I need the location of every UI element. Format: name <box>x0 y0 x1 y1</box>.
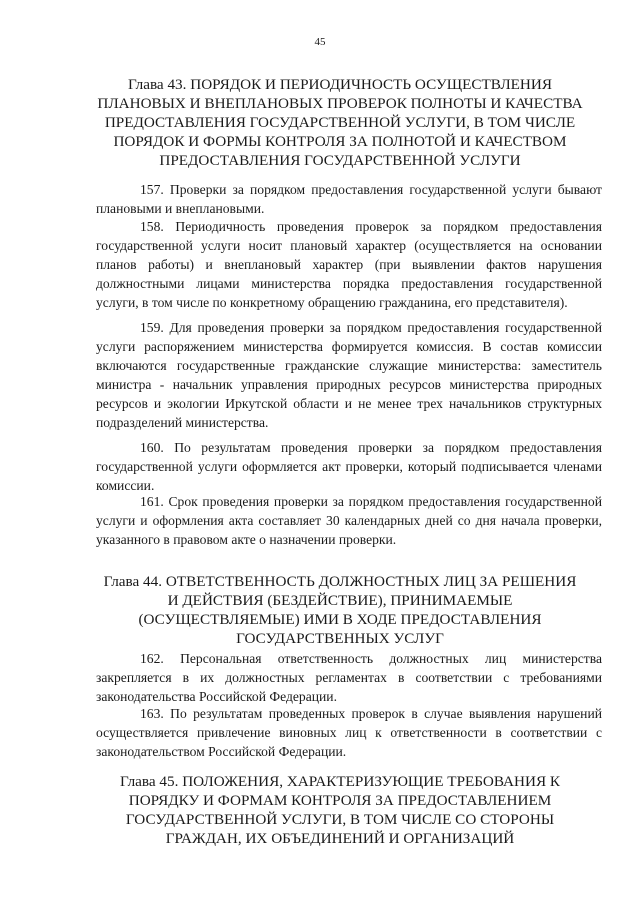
paragraph-158: 158. Периодичность проведения проверок за порядком предоставления государственной услуги носит плановый характер (осуществляется на основании планов работы) и внеплановый характер (при выявлении фактов нарушения должностными лицами министерства порядка предоставления государственной услуги, в том числе по конкретному обращению гражданина, его представителя). <box>96 219 602 310</box>
chapter-heading-line: ГРАЖДАН, ИХ ОБЪЕДИНЕНИЙ И ОРГАНИЗАЦИЙ <box>165 830 515 847</box>
paragraph-159: 159. Для проведения проверки за порядком предоставления государственной услуги распоряжением министерства формируется комиссия. В состав комиссии включаются государственные гражданские служащие министерства: заместитель министра - начальник управления природных ресурсов министерства природных ресурсов и экологии Иркутской области и не менее трех начальников структурных подразделений министерства. <box>96 320 602 430</box>
paragraph-161: 161. Срок проведения проверки за порядком предоставления государственной услуги и оформления акта составляет 30 календарных дней со дня начала проверки, указанного в правовом акте о назначении проверки. <box>96 494 602 547</box>
chapter-heading-line: (ОСУЩЕСТВЛЯЕМЫЕ) ИМИ В ХОДЕ ПРЕДОСТАВЛЕНИЯ <box>138 611 542 628</box>
paragraph-163: 163. По результатам проведенных проверок в случае выявления нарушений осуществляется привлечение виновных лиц к ответственности в соответствии с законодательством Российской Федерации. <box>96 706 602 759</box>
paragraph-157: 157. Проверки за порядком предоставления государственной услуги бывают плановыми и внеплановыми. <box>96 182 602 216</box>
chapter-heading-line: ПРЕДОСТАВЛЕНИЯ ГОСУДАРСТВЕННОЙ УСЛУГИ <box>159 152 521 169</box>
chapter-heading-line: ПОРЯДКУ И ФОРМАМ КОНТРОЛЯ ЗА ПРЕДОСТАВЛЕНИЕМ <box>128 792 552 809</box>
paragraph-162: 162. Персональная ответственность должностных лиц министерства закрепляется в их должностных регламентах в соответствии с требованиями законодательства Российской Федерации. <box>96 651 602 704</box>
chapter-heading-line: ПЛАНОВЫХ И ВНЕПЛАНОВЫХ ПРОВЕРОК ПОЛНОТЫ И КАЧЕСТВА <box>97 95 583 112</box>
chapter-heading-line: И ДЕЙСТВИЯ (БЕЗДЕЙСТВИЕ), ПРИНИМАЕМЫЕ <box>167 592 513 609</box>
chapter-44-heading <box>78 572 602 648</box>
chapter-heading-line: Глава 43. ПОРЯДОК И ПЕРИОДИЧНОСТЬ ОСУЩЕСТВЛЕНИЯ <box>128 76 552 93</box>
page-number: 45 <box>314 36 326 48</box>
chapter-heading-line: ГОСУДАРСТВЕННЫХ УСЛУГ <box>236 630 444 647</box>
chapter-heading-line: ПОРЯДОК И ФОРМЫ КОНТРОЛЯ ЗА ПОЛНОТОЙ И КАЧЕСТВОМ <box>113 133 567 150</box>
chapter-heading-line: Глава 44. ОТВЕТСТВЕННОСТЬ ДОЛЖНОСТНЫХ ЛИЦ ЗА РЕШЕНИЯ <box>103 573 577 590</box>
chapter-heading-line: ГОСУДАРСТВЕННОЙ УСЛУГИ, В ТОМ ЧИСЛЕ СО СТОРОНЫ <box>125 811 555 828</box>
chapter-45-heading <box>80 772 600 848</box>
chapter-heading-line: Глава 45. ПОЛОЖЕНИЯ, ХАРАКТЕРИЗУЮЩИЕ ТРЕБОВАНИЯ К <box>119 773 561 790</box>
chapter-43-heading <box>80 75 600 170</box>
paragraph-160: 160. По результатам проведения проверки за порядком предоставления государственной услуги оформляется акт проверки, который подписывается членами комиссии. <box>96 440 602 493</box>
chapter-heading-line: ПРЕДОСТАВЛЕНИЯ ГОСУДАРСТВЕННОЙ УСЛУГИ, В ТОМ ЧИСЛЕ <box>104 114 576 131</box>
